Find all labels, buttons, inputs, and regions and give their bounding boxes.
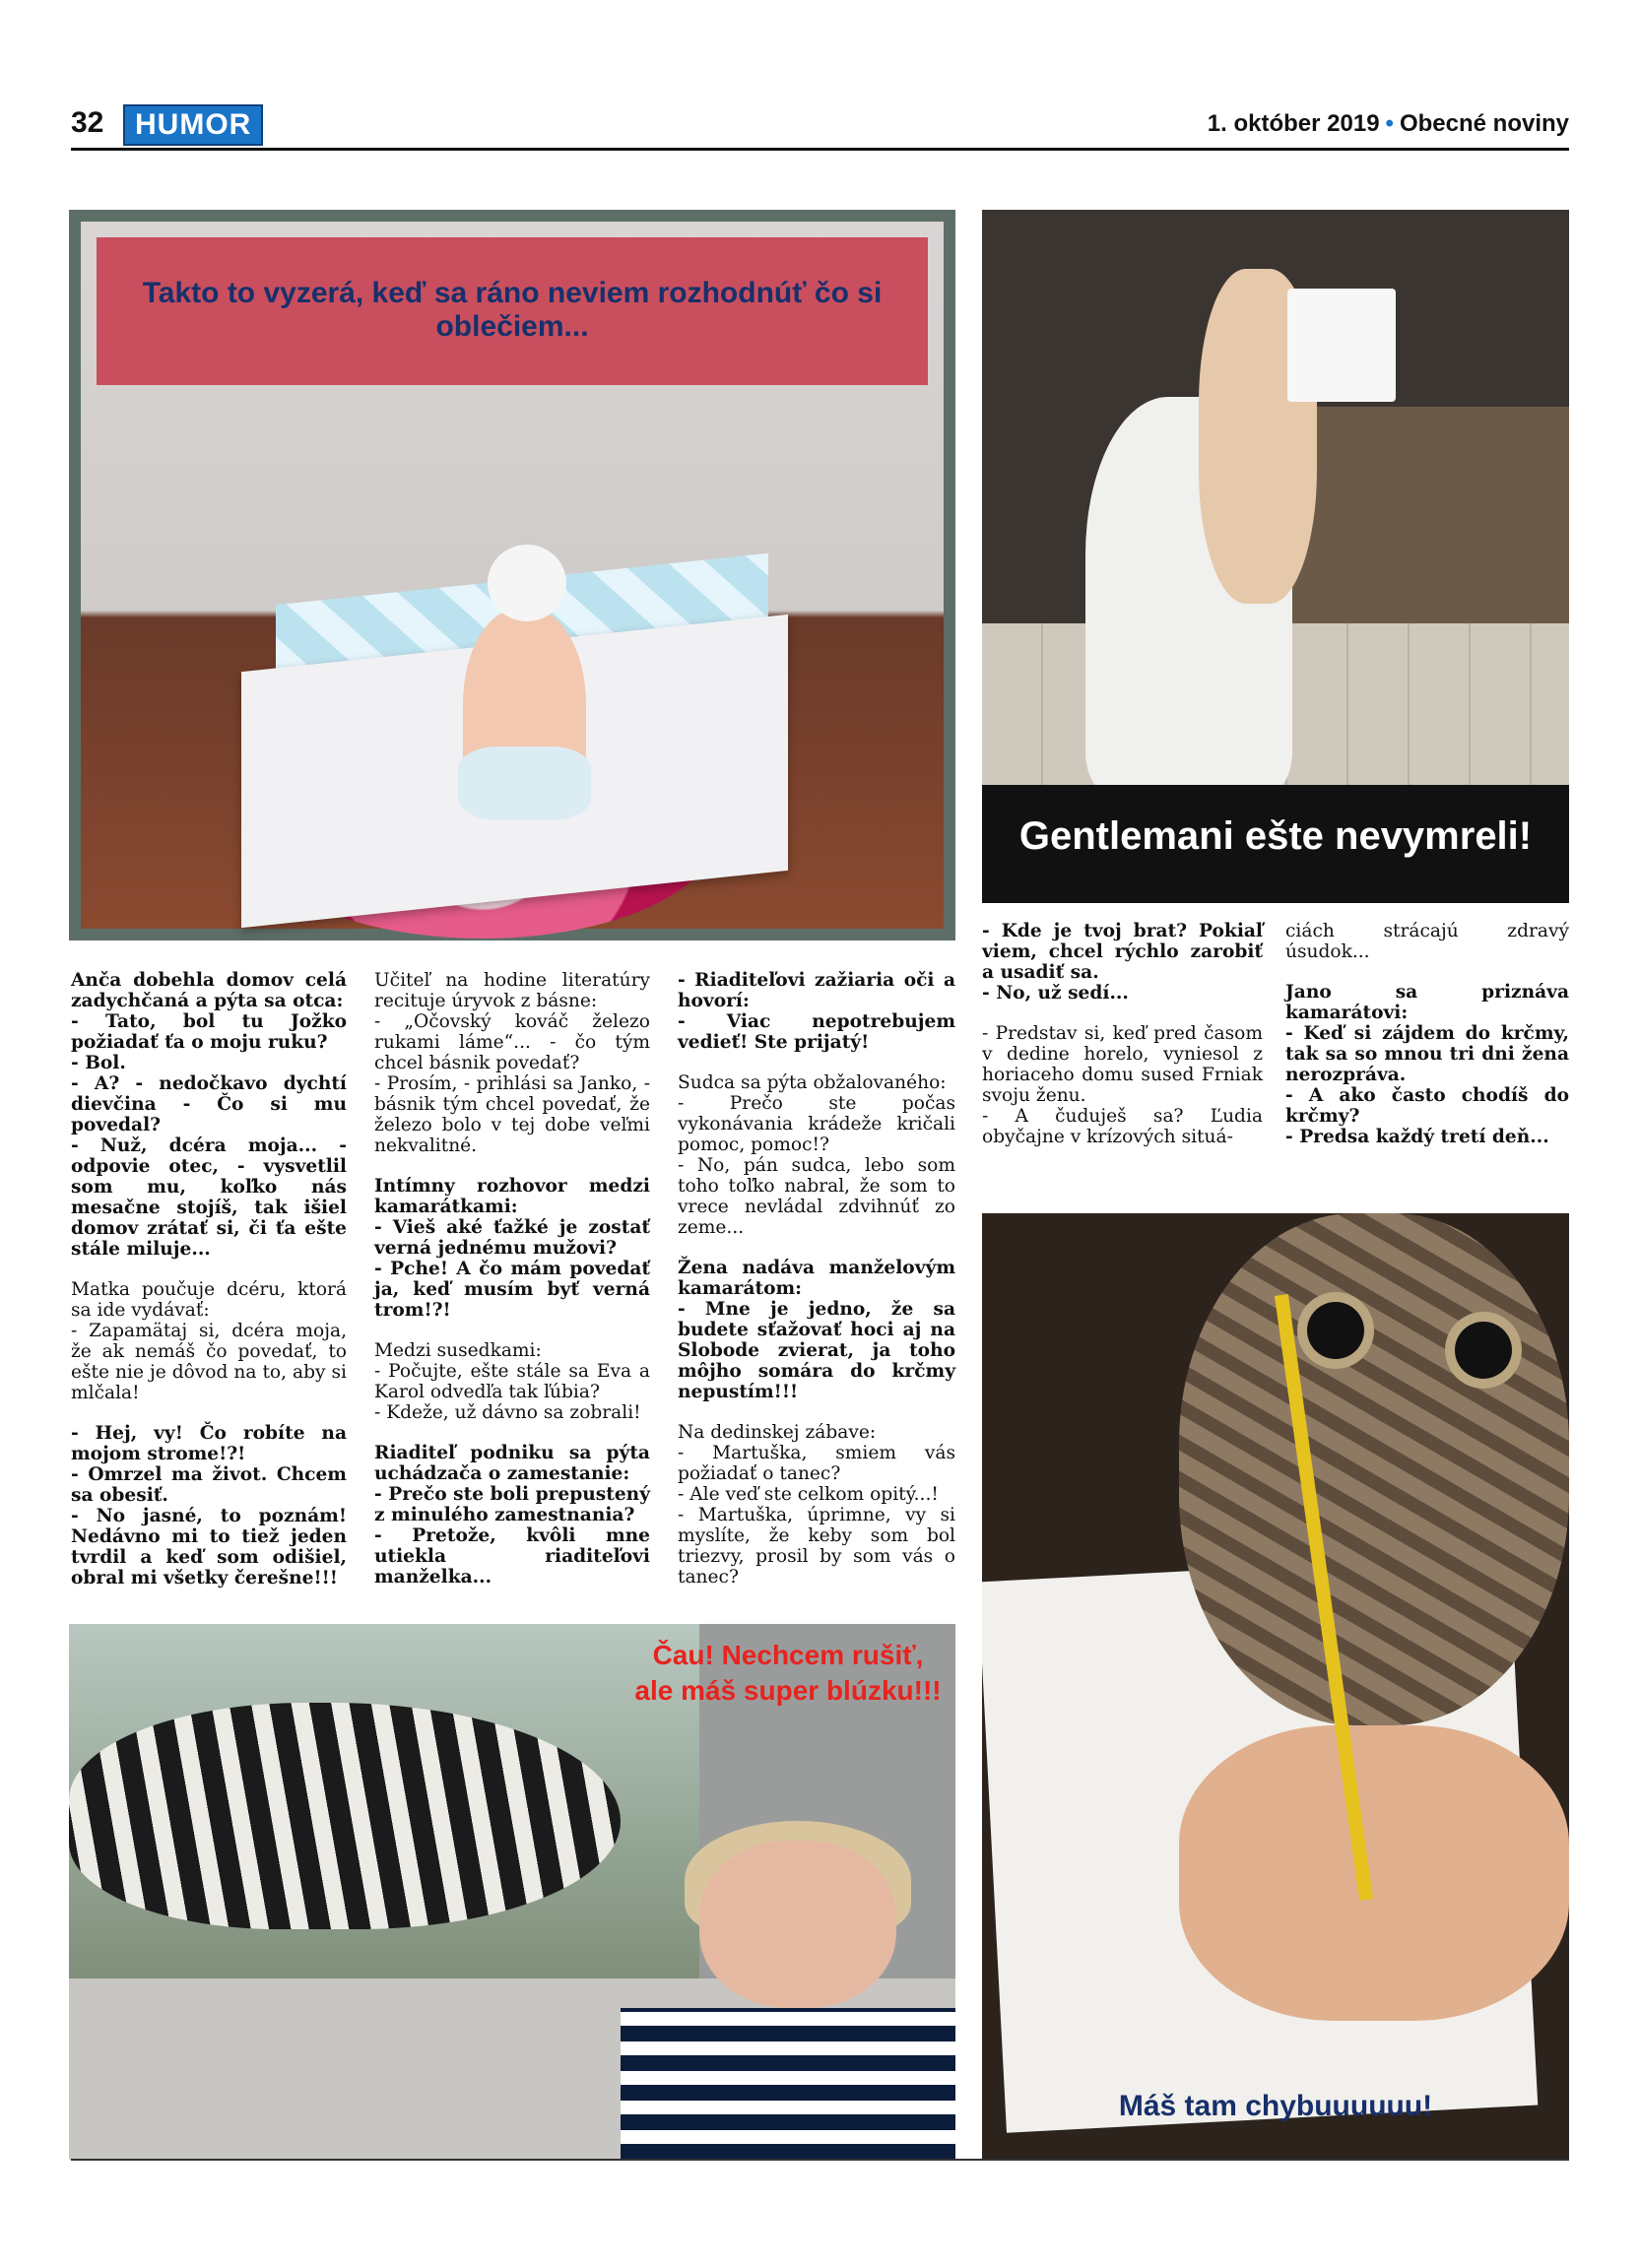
joke-line: - „Očovský kováč železo rukami láme“... - čo tým chcel básnik povedať?: [374, 1011, 650, 1073]
joke-line: - A čuduješ sa? Ľudia obyčajne v krízových situá-: [982, 1106, 1263, 1147]
baby-diaper-shape: [458, 746, 591, 820]
gentleman-photo-caption: Gentlemani ešte nevymreli!: [1018, 814, 1533, 858]
joke-intro: Učiteľ na hodine literatúry recituje úryvok z básne:: [374, 970, 650, 1011]
cat-eye-shape: [1455, 1322, 1512, 1379]
joke-line: - Prečo ste boli prepustený z minulého zamestnania?: [374, 1484, 650, 1525]
joke-line: - No jasné, to poznám! Nedávno mi to tiež jeden tvrdil a keď som odišiel, obral mi všetky čerešne!!!: [71, 1506, 347, 1588]
cat-photo: [982, 1213, 1569, 2160]
page-header: [71, 102, 1569, 148]
joke-ucitel: [374, 970, 650, 1156]
joke-matka: [71, 1279, 347, 1403]
woman-face-shape: [699, 1841, 896, 2008]
section-label: HUMOR: [123, 104, 263, 146]
joke-line: - Martuška, smiem vás požiadať o tanec?: [678, 1443, 955, 1484]
page-number: 32: [71, 106, 104, 139]
joke-line: Jano sa priznáva kamarátovi:: [1285, 982, 1569, 1023]
zebra-photo: [69, 1624, 955, 2160]
joke-line: - Prečo ste počas vykonávania krádeže kričali pomoc, pomoc!?: [678, 1093, 955, 1155]
issue-date: 1. október 2019: [1207, 110, 1380, 137]
joke-susedky: [374, 1340, 650, 1423]
bucket-shape: [1287, 289, 1396, 402]
joke-line: - Zapamätaj si, dcéra moja, že ak nemáš čo povedať, to ešte nie je dôvod na to, aby si mlčala!: [71, 1321, 347, 1403]
joke-line: - No, pán sudca, lebo som toho toľko nabral, že som to vrece nevládal zdvihnúť zo zeme...: [678, 1155, 955, 1238]
joke-line: - Keď si zájdem do krčmy, tak sa so mnou tri dni žena nerozpráva.: [1285, 1023, 1569, 1085]
cat-eye-shape: [1307, 1302, 1364, 1359]
joke-riaditel: [374, 1443, 650, 1588]
joke-line: - A ako často chodíš do krčmy?: [1285, 1085, 1569, 1127]
joke-line: - Predstav si, keď pred časom v dedine horelo, vyniesol z horiaceho domu sused Frniak svoju ženu.: [982, 1023, 1263, 1106]
caption-line: ale máš super blúzku!!!: [634, 1675, 942, 1706]
text-column-2: [374, 970, 650, 1588]
joke-line: - Mne je jedno, že sa budete sťažovať hoci aj na Slobode zvierat, ja toho môjho somára do krčmy nepustím!!!: [678, 1299, 955, 1402]
joke-zena: [678, 1258, 955, 1402]
joke-zabava: [678, 1422, 955, 1588]
joke-line: - Hej, vy! Čo robíte na mojom strome!?!: [71, 1423, 347, 1464]
caption-line: Čau! Nechcem rušiť,: [652, 1640, 924, 1670]
joke-brat: [982, 921, 1263, 1004]
joke-strom: [71, 1423, 347, 1588]
baby-hat-shape: [488, 545, 566, 621]
joke-line: - Počujte, ešte stále sa Eva a Karol odvedľa tak ľúbia?: [374, 1361, 650, 1402]
hand-shape: [1179, 1725, 1569, 2021]
joke-anca: [71, 970, 347, 1260]
text-column-5: [1285, 921, 1569, 1147]
joke-line: - Riaditeľovi zažiaria oči a hovorí:: [678, 970, 955, 1011]
joke-riaditel-cont: [678, 970, 955, 1053]
joke-intro: Na dedinskej zábave:: [678, 1422, 877, 1443]
joke-horelo: [982, 1023, 1263, 1147]
joke-line: - Nuž, dcéra moja... - odpovie otec, - vysvetlil som mu, koľko nás mesačne stojíš, tak išiel domov zrátať si, či ťa ešte stále miluje...: [71, 1135, 347, 1260]
baby-drawer-photo: [69, 210, 955, 940]
joke-line: ciách strácajú zdravý úsudok...: [1285, 921, 1569, 962]
zebra-photo-caption: [581, 1638, 955, 1709]
striped-shirt-shape: [621, 2008, 955, 2160]
joke-line: Anča dobehla domov celá zadychčaná a pýta sa otca:: [71, 970, 347, 1011]
joke-line: - Kde je tvoj brat? Pokiaľ viem, chcel rýchlo zarobiť a usadiť sa.: [982, 921, 1263, 983]
joke-line: - Ale veď ste celkom opitý...!: [678, 1484, 939, 1505]
cat-shape: [1179, 1213, 1569, 1725]
joke-jano: [1285, 982, 1569, 1147]
footer-rule: [71, 2159, 1569, 2161]
issue-info: [1208, 110, 1569, 138]
joke-line: - Vieš aké ťažké je zostať verná jednému mužovi?: [374, 1217, 650, 1259]
joke-line: - Kdeže, už dávno sa zobrali!: [374, 1402, 641, 1423]
joke-line: - Pretože, kvôli mne utiekla riaditeľovi manželka...: [374, 1525, 650, 1588]
joke-line: - No, už sedí...: [982, 983, 1129, 1004]
separator-dot: •: [1385, 110, 1394, 137]
joke-line: - Bol.: [71, 1053, 126, 1073]
cat-photo-caption: Máš tam chybuuuuuu!: [1118, 2090, 1433, 2122]
joke-line: - Omrzel ma život. Chcem sa obesiť.: [71, 1464, 347, 1506]
joke-line: Riaditeľ podniku sa pýta uchádzača o zamestanie:: [374, 1443, 650, 1484]
joke-line: - Martuška, úprimne, vy si myslíte, že keby som bol triezvy, prosil by som vás o tanec?: [678, 1505, 955, 1588]
header-rule: [71, 148, 1569, 151]
joke-horelo-cont: [1285, 921, 1569, 962]
gentleman-photo: [982, 210, 1569, 903]
publication-name: Obecné noviny: [1399, 110, 1569, 137]
joke-intro: Matka poučuje dcéru, ktorá sa ide vydávať:: [71, 1279, 347, 1321]
joke-line: - Viac nepotrebujem vedieť! Ste prijatý!: [678, 1011, 955, 1053]
joke-line: - A? - nedočkavo dychtí dievčina - Čo si mu povedal?: [71, 1073, 347, 1135]
joke-sudca: [678, 1072, 955, 1238]
text-column-1: [71, 970, 347, 1588]
text-column-3: [678, 970, 955, 1588]
joke-intro: Medzi susedkami:: [374, 1340, 542, 1361]
joke-line: Žena nadáva manželovým kamarátom:: [678, 1258, 955, 1299]
joke-intro: Sudca sa pýta obžalovaného:: [678, 1072, 947, 1093]
joke-line: - Pche! A čo mám povedať ja, keď musím byť verná trom!?!: [374, 1259, 650, 1321]
text-column-4: [982, 921, 1263, 1147]
joke-line: - Predsa každý tretí deň...: [1285, 1127, 1549, 1147]
joke-line: - Prosím, - prihlási sa Janko, - básnik tým chcel povedať, že železo bolo v tej dobe veľmi nekvalitné.: [374, 1073, 650, 1156]
joke-line: - Tato, bol tu Jožko požiadať ťa o moju ruku?: [71, 1011, 347, 1053]
baby-photo-caption: Takto to vyzerá, keď sa ráno neviem rozhodnúť čo si oblečiem...: [142, 277, 883, 343]
joke-line: Intímny rozhovor medzi kamarátkami:: [374, 1176, 650, 1217]
joke-kamaratky: [374, 1176, 650, 1321]
